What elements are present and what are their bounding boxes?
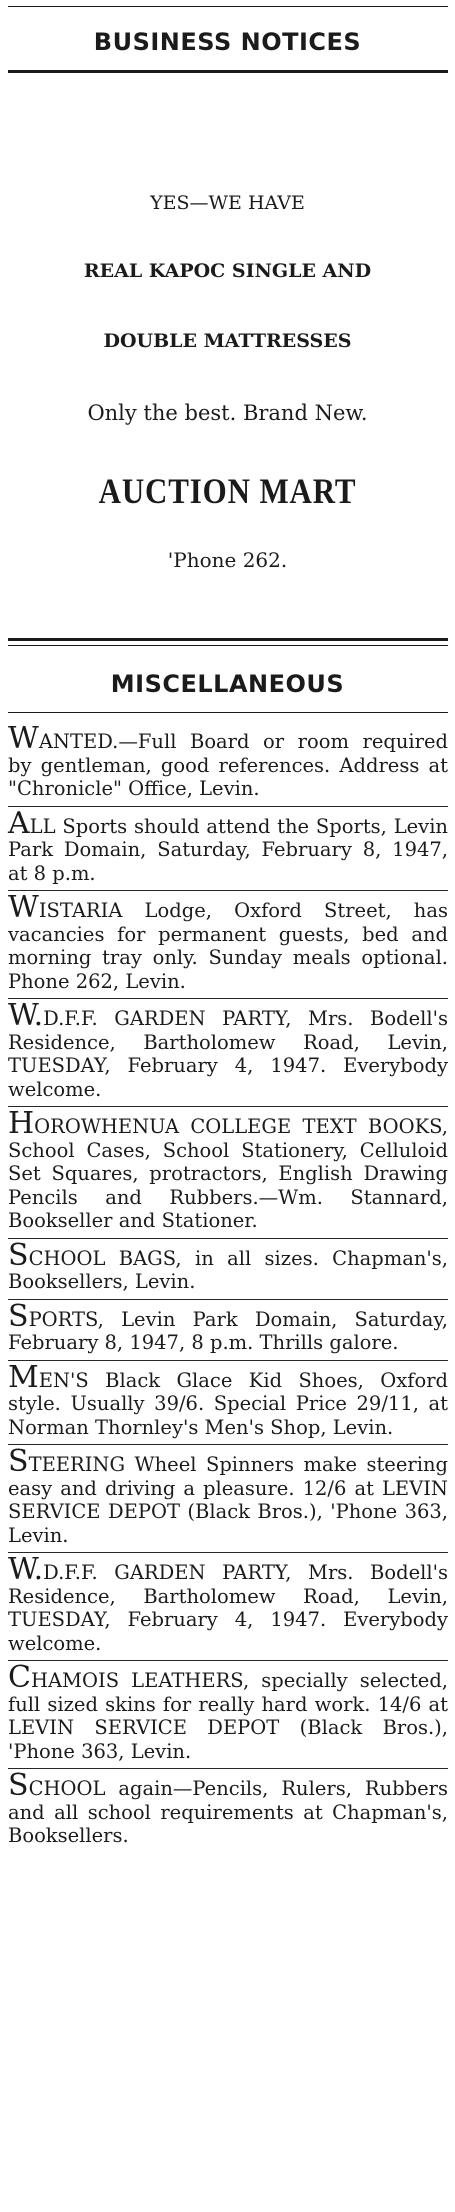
notice-line-2: REAL KAPOC SINGLE AND — [83, 260, 372, 282]
classified-ad: SCHOOL again—Pencils, Rulers, Rubbers and all school requirements at Chapman's, Booksellers. — [8, 1768, 448, 1853]
top-rule — [8, 6, 448, 7]
classified-ad: WANTED.—Full Board or room required by gentleman, good references. Address at "Chronicle" Office, Levin. — [8, 721, 448, 800]
double-rule-bottom — [8, 645, 448, 646]
classified-ad: SCHOOL BAGS, in all sizes. Chapman's, Booksellers, Levin. — [8, 1238, 448, 1299]
notice-phone: 'Phone 262. — [167, 548, 288, 572]
classified-ads-list — [8, 722, 448, 1853]
notice-line-1: YES—WE HAVE — [150, 192, 305, 214]
misc-heading-rule — [8, 712, 448, 713]
classified-ad: W.D.F.F. GARDEN PARTY, Mrs. Bodell's Residence, Bartholomew Road, Levin, TUESDAY, February 4, 1947. Everybody welcome. — [8, 1552, 448, 1660]
classified-ad: MEN'S Black Glace Kid Shoes, Oxford style. Usually 39/6. Special Price 29/11, at Norman Thornley's Men's Shop, Levin. — [8, 1360, 448, 1445]
notice-line-4: Only the best. Brand New. — [87, 401, 368, 425]
notice-line-3: DOUBLE MATTRESSES — [103, 330, 352, 352]
auction-mart-title: AUCTION MART — [98, 471, 357, 511]
miscellaneous-heading: MISCELLANEOUS — [110, 670, 345, 698]
classified-ad: SPORTS, Levin Park Domain, Saturday, February 8, 1947, 8 p.m. Thrills galore. — [8, 1299, 448, 1360]
classified-ad: HOROWHENUA COLLEGE TEXT BOOKS, School Cases, School Stationery, Celluloid Set Squares, protractors, English Drawing Pencils and Rubbers.—Wm. Stannard, Bookseller and Stationer. — [8, 1106, 448, 1238]
classified-ad: WISTARIA Lodge, Oxford Street, has vacancies for permanent guests, bed and morning tray only. Sunday meals optional. Phone 262, Levin. — [8, 890, 448, 998]
double-rule-top — [8, 638, 448, 641]
business-notices-heading: BUSINESS NOTICES — [93, 28, 362, 56]
classified-ad: W.D.F.F. GARDEN PARTY, Mrs. Bodell's Residence, Bartholomew Road, Levin, TUESDAY, February 4, 1947. Everybody welcome. — [8, 998, 448, 1106]
classified-ad: ALL Sports should attend the Sports, Levin Park Domain, Saturday, February 8, 1947, at 8 p.m. — [8, 806, 448, 891]
classified-ad: CHAMOIS LEATHERS, specially selected, full sized skins for really hard work. 14/6 at LEVIN SERVICE DEPOT (Black Bros.), 'Phone 363, Levin. — [8, 1660, 448, 1768]
section-divider — [8, 70, 448, 73]
classified-ad: STEERING Wheel Spinners make steering easy and driving a pleasure. 12/6 at LEVIN SERVICE DEPOT (Black Bros.), 'Phone 363, Levin. — [8, 1444, 448, 1552]
